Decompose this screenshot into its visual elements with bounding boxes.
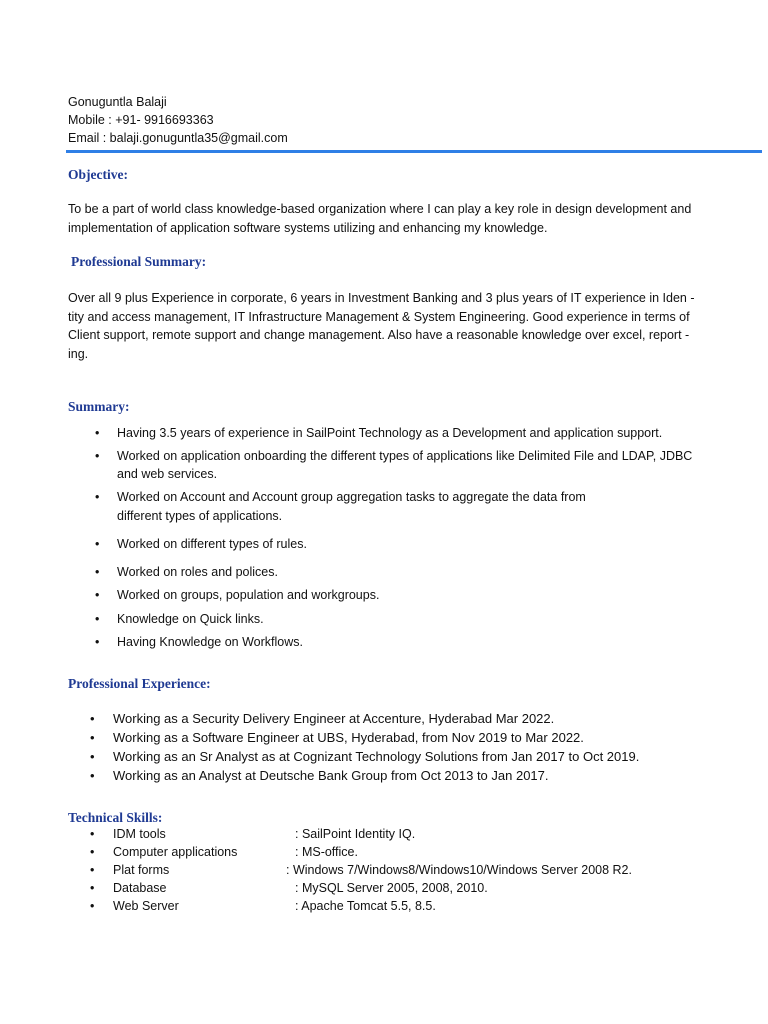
experience-item: • Working as an Sr Analyst as at Cognizant Technology Solutions from Jan 2017 to Oct 2019.	[90, 749, 640, 764]
skill-value: : Apache Tomcat 5.5, 8.5.	[295, 899, 436, 913]
bullet-icon: •	[95, 565, 100, 579]
bullet-icon: •	[95, 635, 100, 649]
bullet-icon: •	[95, 537, 100, 551]
objective-text	[68, 200, 708, 237]
bullet-icon: •	[90, 845, 95, 859]
summary-item: • Having Knowledge on Workflows.	[95, 635, 303, 649]
bullet-icon: •	[90, 711, 95, 726]
summary-item: • Knowledge on Quick links.	[95, 612, 264, 626]
skill-name: IDM tools	[113, 827, 166, 841]
experience-item: • Working as an Analyst at Deutsche Bank Group from Oct 2013 to Jan 2017.	[90, 768, 549, 783]
bullet-icon: •	[90, 881, 95, 895]
experience-item: • Working as a Security Delivery Engineer at Accenture, Hyderabad Mar 2022.	[90, 711, 555, 726]
summary-item: • Having 3.5 years of experience in SailPoint Technology as a Development and application support.	[95, 426, 663, 440]
skill-value: : SailPoint Identity IQ.	[295, 827, 416, 841]
summary-item: • Worked on Account and Account group aggregation tasks to aggregate the data from different types of applications.	[95, 490, 586, 523]
skill-value: : MySQL Server 2005, 2008, 2010.	[295, 881, 488, 895]
objective-line: To be a part of world class knowledge-based organization where I can play a key role in design development and	[68, 202, 692, 216]
skills-heading: Technical Skills:	[68, 810, 163, 825]
bullet-icon: •	[95, 490, 100, 504]
objective-line: implementation of application software systems utilizing and enhancing my knowledge.	[68, 220, 548, 235]
professional-summary-line: Over all 9 plus Experience in corporate, 6 years in Investment Banking and 3 plus years of IT experience in Iden -	[68, 291, 695, 305]
bullet-icon: •	[90, 768, 95, 783]
experience-item: • Working as a Software Engineer at UBS, Hyderabad, from Nov 2019 to Mar 2022.	[90, 730, 584, 745]
bullet-icon: •	[95, 449, 100, 463]
professional-summary-heading: Professional Summary:	[71, 254, 207, 269]
professional-summary-line: Client support, remote support and change management. Also have a reasonable knowledge over excel, report -	[68, 328, 690, 342]
contact-block	[68, 93, 288, 147]
bullet-icon: •	[90, 863, 95, 877]
professional-summary-line: tity and access management, IT Infrastructure Management & System Engineering. Good experience in terms of	[68, 309, 690, 324]
bullet-icon: •	[90, 827, 95, 841]
summary-heading: Summary:	[68, 399, 130, 414]
summary-item: • Worked on roles and polices.	[95, 565, 278, 579]
professional-summary-line: ing.	[68, 346, 89, 361]
header-divider	[66, 150, 762, 153]
bullet-icon: •	[95, 612, 100, 626]
objective-heading: Objective:	[68, 167, 128, 182]
candidate-name: Gonuguntla Balaji	[68, 95, 167, 109]
bullet-icon: •	[90, 730, 95, 745]
skill-name: Web Server	[113, 899, 179, 913]
summary-item: • Worked on application onboarding the different types of applications like Delimited File and LDAP, JDBC and web services.	[95, 449, 693, 481]
bullet-icon: •	[90, 899, 95, 913]
professional-summary-text	[68, 289, 708, 363]
bullet-icon: •	[95, 426, 100, 440]
skill-value: : Windows 7/Windows8/Windows10/Windows Server 2008 R2.	[286, 863, 632, 877]
skill-value: : MS-office.	[295, 845, 358, 859]
summary-item: • Worked on different types of rules.	[95, 537, 307, 551]
skill-name: Database	[113, 881, 167, 895]
summary-item: • Worked on groups, population and workgroups.	[95, 588, 380, 602]
experience-heading: Professional Experience:	[68, 676, 211, 691]
skill-name: Computer applications	[113, 845, 238, 859]
email-address: Email : balaji.gonuguntla35@gmail.com	[68, 131, 288, 145]
skill-name: Plat forms	[113, 863, 170, 877]
mobile-number: Mobile : +91- 9916693363	[68, 113, 214, 127]
bullet-icon: •	[90, 749, 95, 764]
bullet-icon: •	[95, 588, 100, 602]
